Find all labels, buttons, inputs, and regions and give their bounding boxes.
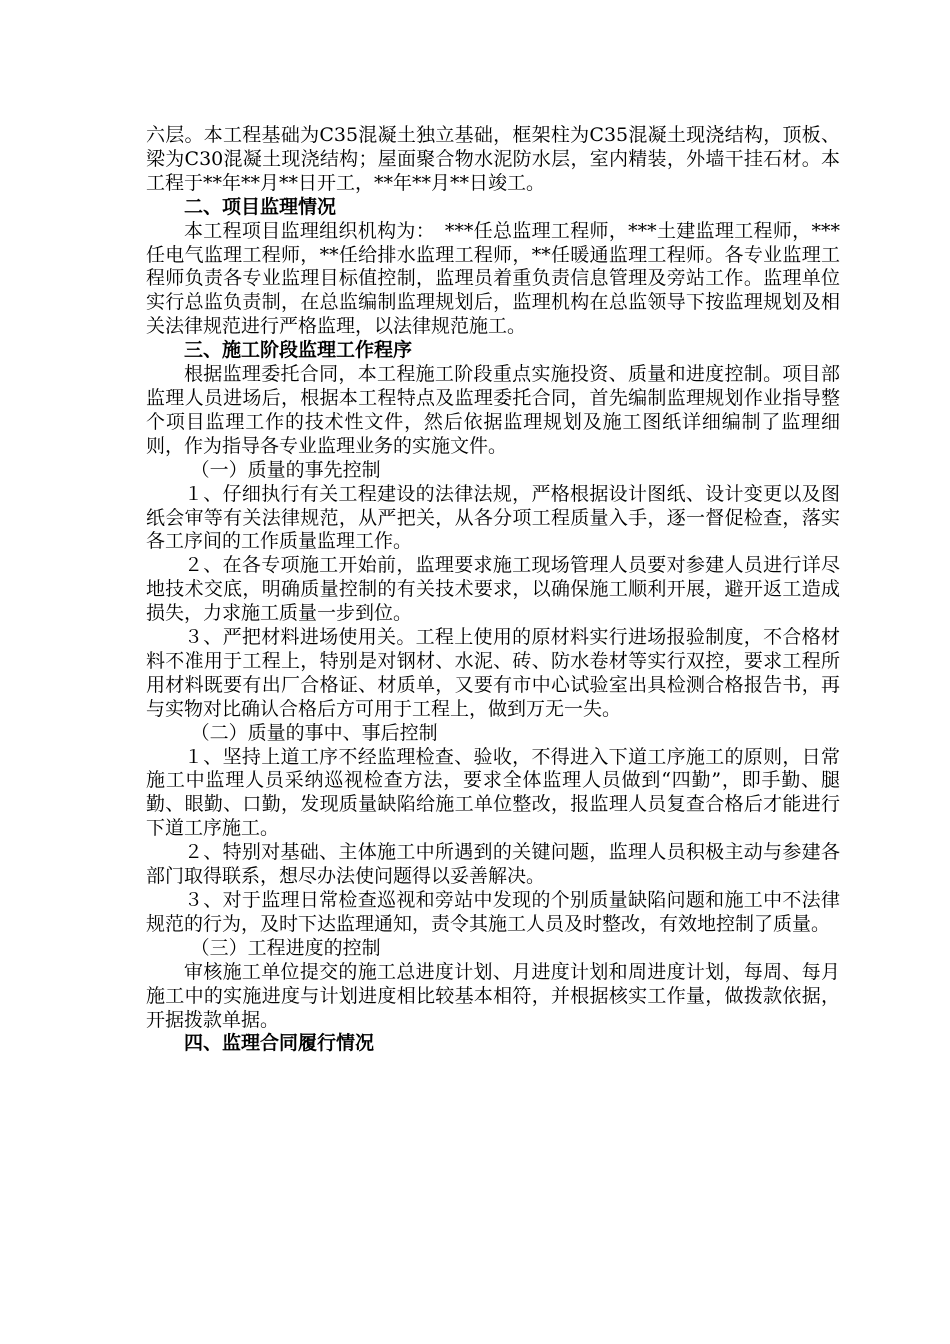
paragraph-precontrol-item-2: ２、在各专项施工开始前，监理要求施工现场管理人员要对参建人员进行详尽地技术交底，明确质量控制的有关技术要求，以确保施工顺利开展，避开返工造成损失，力求施工质量一步到位。 xyxy=(146,554,840,625)
paragraph-project-overview: 六层。本工程基础为C35混凝土独立基础，框架柱为C35混凝土现浇结构，顶板、梁为C30混凝土现浇结构；屋面聚合物水泥防水层，室内精装，外墙干挂石材。本工程于**年**月**日开工，**年**月**日竣工。 xyxy=(146,124,840,194)
heading-construction-procedure: 三、施工阶段监理工作程序 xyxy=(184,339,413,362)
paragraph-precontrol-item-3: ３、严把材料进场使用关。工程上使用的原材料实行进场报验制度，不合格材料不准用于工程上，特别是对钢材、水泥、砖、防水卷材等实行双控，要求工程所用材料既要有出厂合格证、材质单，又要有市中心试验室出具检测合格报告书，再与实物对比确认合格后方可用于工程上，做到万无一失。 xyxy=(146,626,840,720)
paragraph-inprocess-item-1: １、坚持上道工序不经监理检查、验收，不得进入下道工序施工的原则，日常施工中监理人员采纳巡视检查方法，要求全体监理人员做到“四勤”，即手勤、腿勤、眼勤、口勤，发现质量缺陷给施工单位整改，报监理人员复查合格后才能进行下道工序施工。 xyxy=(146,745,840,840)
document-page xyxy=(146,124,840,1056)
paragraph-inprocess-item-3: ３、对于监理日常检查巡视和旁站中发现的个别质量缺陷问题和施工中不法律规范的行为，及时下达监理通知，责令其施工人员及时整改，有效地控制了质量。 xyxy=(146,889,840,935)
subheading-progress-control: （三）工程进度的控制 xyxy=(190,936,381,959)
paragraph-progress-control: 审核施工单位提交的施工总进度计划、月进度计划和周进度计划，每周、每月施工中的实施进度与计划进度相比较基本相符，并根据核实工作量，做拨款依据，开据拨款单据。 xyxy=(146,960,840,1031)
subheading-quality-inprocess-control: （二）质量的事中、事后控制 xyxy=(190,721,438,744)
paragraph-precontrol-item-1: １、仔细执行有关工程建设的法律法规，严格根据设计图纸、设计变更以及图纸会审等有关法律规范，从严把关，从各分项工程质量入手，逐一督促检查，落实各工序间的工作质量监理工作。 xyxy=(146,482,840,553)
heading-contract-performance: 四、监理合同履行情况 xyxy=(184,1032,375,1055)
heading-project-supervision: 二、项目监理情况 xyxy=(184,195,337,218)
paragraph-procedure-overview: 根据监理委托合同，本工程施工阶段重点实施投资、质量和进度控制。项目部监理人员进场后，根据本工程特点及监理委托合同，首先编制监理规划作业指导整个项目监理工作的技术性文件，然后依据监理规划及施工图纸详细编制了监理细则，作为指导各专业监理业务的实施文件。 xyxy=(146,363,840,457)
paragraph-supervision-organization: 本工程项目监理组织机构为： ***任总监理工程师，***土建监理工程师，***任电气监理工程师，**任给排水监理工程师，**任暖通监理工程师。各专业监理工程师负责各专业监理目标值控制，监理员着重负责信息管理及旁站工作。监理单位实行总监负责制，在总监编制监理规划后，监理机构在总监领导下按监理规划及相关法律规范进行严格监理，以法律规范施工。 xyxy=(146,219,840,338)
paragraph-inprocess-item-2: ２、特别对基础、主体施工中所遇到的关键问题，监理人员积极主动与参建各部门取得联系，想尽办法使问题得以妥善解决。 xyxy=(146,841,840,888)
subheading-quality-precontrol: （一）质量的事先控制 xyxy=(190,458,381,481)
